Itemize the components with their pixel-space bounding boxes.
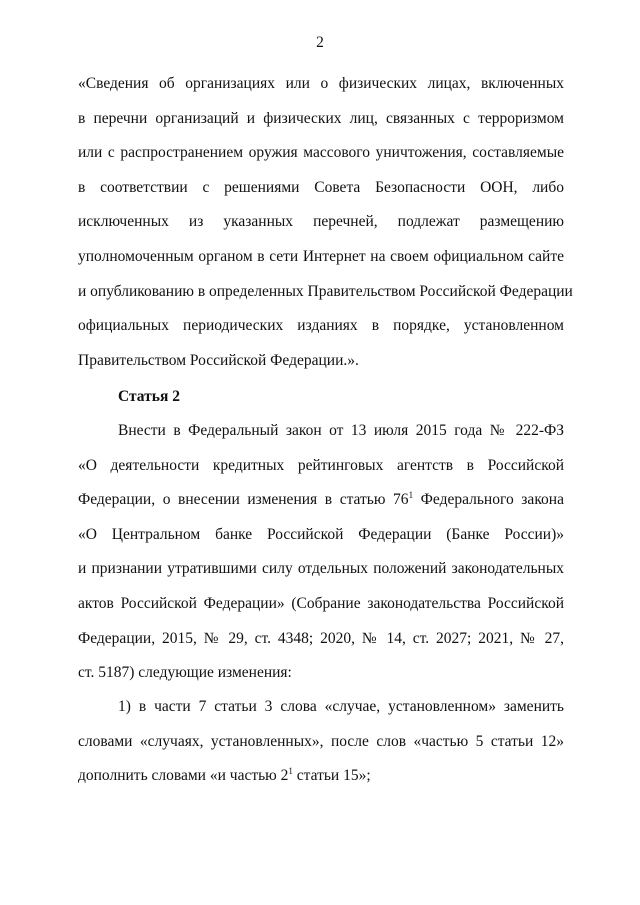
quote-line: Правительством Российской Федерации.». (78, 351, 359, 369)
item-paragraph (78, 690, 564, 794)
article-line: «О деятельности кредитных рейтинговых агентств в Российской (78, 456, 564, 474)
article-line: и признании утратившими силу отдельных положений законодательных (78, 560, 564, 578)
superscript: 1 (288, 766, 293, 777)
item-line-text: статьи 15»; (292, 767, 371, 785)
quote-line: или с распространением оружия массового уничтожения, составляемые (78, 144, 564, 162)
quote-line: уполномоченным органом в сети Интернет на своем официальном сайте (78, 247, 564, 265)
article-line: актов Российской Федерации» (Собрание законодательства Российской (78, 594, 564, 612)
article-line-text: Федерального закона (413, 491, 564, 509)
quote-line: в перечни организаций и физических лиц, связанных с терроризмом (78, 109, 564, 127)
article-line: Внести в Федеральный закон от 13 июля 2015 года № 222-ФЗ (118, 422, 564, 439)
item-line: 1) в части 7 статьи 3 слова «случае, установленном» заменить (118, 698, 564, 715)
article-line: Федерации, 2015, № 29, ст. 4348; 2020, № 14, ст. 2027; 2021, № 27, (78, 629, 564, 647)
article-paragraph (78, 414, 564, 691)
item-line: словами «случаях, установленных», после слов «частью 5 статьи 12» (78, 732, 564, 750)
article-line (78, 483, 564, 518)
article-heading: Статья 2 (118, 388, 180, 405)
quote-line: и опубликованию в определенных Правительством Российской Федерации (78, 282, 573, 300)
quote-line: исключенных из указанных перечней, подлежат размещению (78, 213, 564, 231)
superscript: 1 (408, 490, 414, 501)
article-line-text: Федерации, о внесении изменения в статью 76 (78, 491, 409, 509)
quote-line: в соответствии с решениями Совета Безопасности ООН, либо (78, 178, 564, 196)
item-line (78, 759, 564, 794)
page-number: 2 (316, 34, 324, 51)
quote-line: официальных периодических изданиях в порядке, установленном (78, 317, 564, 335)
article-line: «О Центральном банке Российской Федерации (Банке России)» (78, 525, 564, 543)
article-line: ст. 5187) следующие изменения: (78, 664, 292, 682)
quote-paragraph (78, 67, 573, 378)
quote-line: «Сведения об организациях или о физических лицах, включенных (78, 75, 564, 92)
item-line-text: дополнить словами «и частью 2 (78, 767, 289, 785)
